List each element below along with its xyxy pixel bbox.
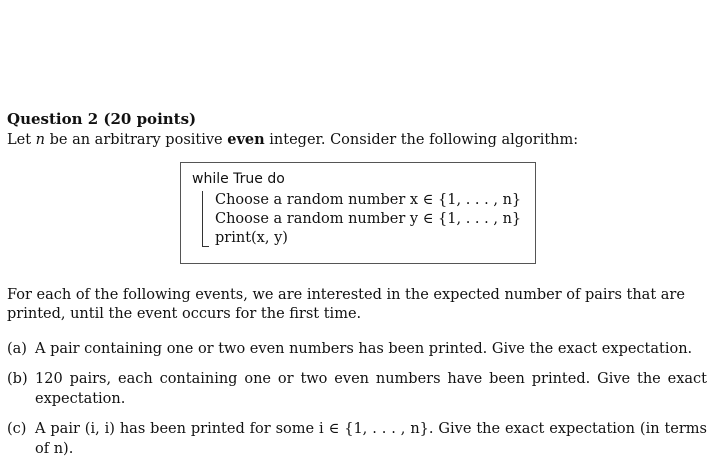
intro-mid: be an arbitrary positive bbox=[45, 132, 228, 148]
intro-pre: Let bbox=[7, 132, 36, 148]
question-title: Question 2 (20 points) bbox=[7, 110, 197, 128]
item-label: (a) bbox=[7, 341, 27, 357]
list-item bbox=[7, 369, 707, 409]
item-label: (c) bbox=[7, 421, 27, 437]
events-paragraph: For each of the following events, we are interested in the expected number of pairs that are printed, until the event occurs for the first time. bbox=[7, 287, 685, 322]
item-text: A pair containing one or two even numbers has been printed. Give the exact expectation. bbox=[35, 341, 693, 357]
item-text: 120 pairs, each containing one or two even numbers have been printed. Give the exact expectation. bbox=[35, 371, 707, 407]
question-intro bbox=[7, 131, 578, 148]
algorithm-line: Choose a random number y ∈ {1, . . . , n} bbox=[215, 211, 522, 227]
algorithm-line: print(x, y) bbox=[215, 230, 288, 246]
intro-post: integer. Consider the following algorithm: bbox=[264, 132, 579, 148]
item-label: (b) bbox=[7, 371, 28, 387]
list-item bbox=[7, 339, 707, 359]
item-text: A pair (i, i) has been printed for some i ∈ {1, . . . , n}. Give the exact expectation (in terms of n). bbox=[35, 421, 707, 457]
algorithm-header: while True do bbox=[192, 171, 285, 187]
intro-bold: even bbox=[227, 131, 265, 148]
algorithm-body bbox=[202, 191, 521, 247]
algorithm-box bbox=[180, 162, 536, 264]
intro-variable: n bbox=[35, 132, 45, 148]
list-item bbox=[7, 419, 707, 459]
algorithm-line: Choose a random number x ∈ {1, . . . , n} bbox=[215, 192, 522, 208]
